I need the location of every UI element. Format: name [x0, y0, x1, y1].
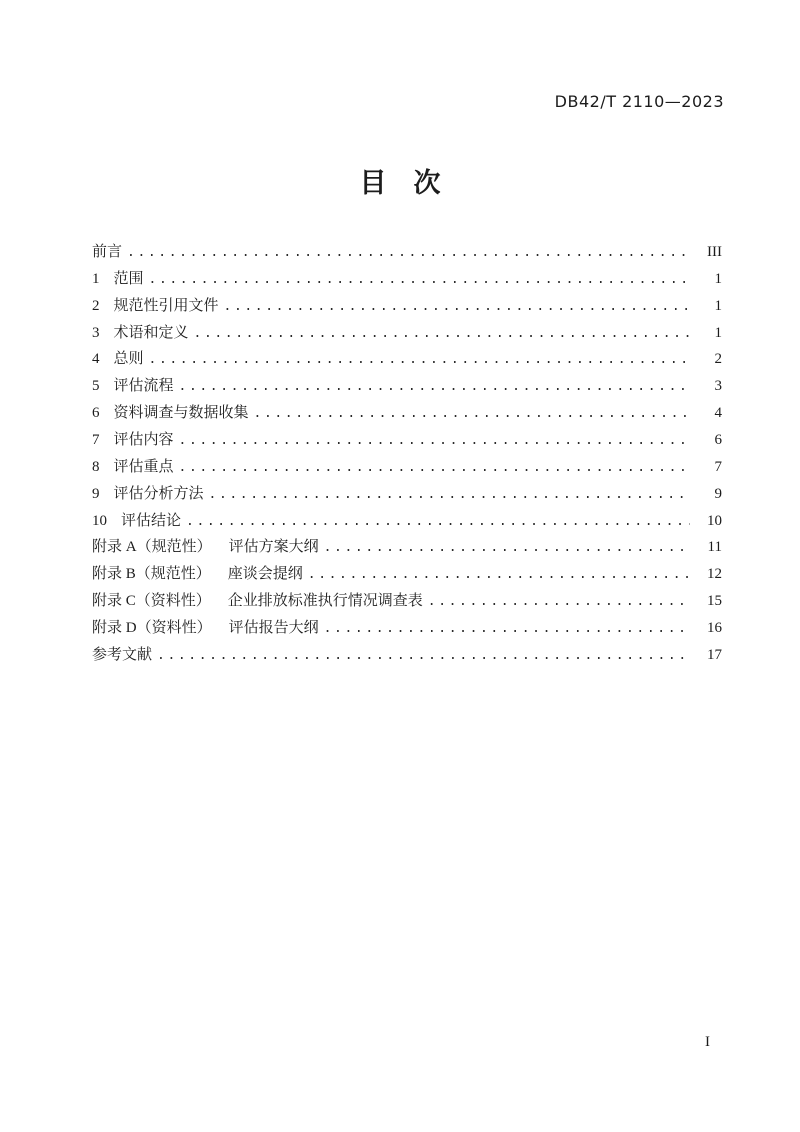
toc-entry-number: 9: [92, 485, 100, 502]
toc-entry: [92, 642, 722, 669]
toc-dot-leader: [324, 534, 690, 562]
toc-entry-number: 6: [92, 405, 100, 422]
toc-entry-number: 1: [92, 270, 100, 287]
toc-dot-leader: [428, 588, 690, 616]
toc-entry-page: 2: [714, 351, 722, 368]
toc-entry: [92, 320, 722, 347]
toc-entry-title: 评估分析方法: [113, 485, 204, 502]
toc-entry-page: 15: [707, 593, 722, 610]
toc-entry-page: 11: [707, 539, 722, 556]
toc-dot-leader: [179, 454, 690, 482]
toc-dot-leader: [157, 642, 690, 670]
page-title: 目 次: [359, 168, 441, 199]
toc-entry-title: 范围: [113, 270, 144, 287]
toc-entry: [92, 561, 722, 588]
toc-entry-number: 10: [92, 512, 107, 529]
footer-page-number: I: [705, 1034, 710, 1050]
toc-entry: [92, 266, 722, 293]
toc-entry-title: 前言: [92, 244, 123, 260]
toc-entry-number: 5: [92, 378, 100, 395]
toc-dot-leader: [149, 266, 690, 294]
toc-entry-number: 3: [92, 324, 100, 341]
toc-entry-page: 1: [714, 270, 722, 287]
toc-entry: [92, 373, 722, 400]
toc-entry-title: 评估内容: [113, 432, 174, 449]
toc-dot-leader: [324, 615, 690, 643]
toc-entry-page: 16: [707, 620, 722, 637]
toc-entry-page: 3: [714, 378, 722, 395]
toc-entry-page: 7: [714, 458, 722, 475]
toc-entry-title: 资料调查与数据收集: [113, 405, 249, 422]
toc-entry: [92, 615, 722, 642]
toc-entry: [92, 508, 722, 535]
toc-entry-page: 1: [714, 297, 722, 314]
toc-entry-page: 1: [714, 324, 722, 341]
toc-entry-title: 总则: [113, 351, 144, 368]
toc-entry-title: 评估结论: [121, 512, 182, 529]
toc-entry-title: 术语和定义: [113, 324, 189, 341]
toc-dot-leader: [186, 508, 690, 536]
toc-entry-number: 7: [92, 432, 100, 449]
table-of-contents: [92, 239, 722, 669]
toc-dot-leader: [209, 481, 690, 509]
toc-entry-title: 评估流程: [113, 378, 174, 395]
toc-dot-leader: [127, 239, 690, 267]
toc-entry-page: 17: [707, 646, 722, 663]
toc-entry-page: 4: [714, 405, 722, 422]
toc-entry: [92, 239, 722, 266]
toc-dot-leader: [308, 561, 690, 589]
toc-entry-number: 2: [92, 297, 100, 314]
toc-entry-page: 9: [714, 485, 722, 502]
toc-entry-title: 参考文献: [92, 646, 153, 663]
toc-entry: [92, 454, 722, 481]
toc-dot-leader: [254, 400, 690, 428]
toc-entry-page: 12: [707, 566, 722, 583]
toc-entry-title: 评估方案大纲: [228, 539, 319, 556]
toc-dot-leader: [179, 373, 690, 401]
toc-entry-number: 8: [92, 458, 100, 475]
toc-entry: [92, 400, 722, 427]
toc-entry-title: 座谈会提纲: [227, 566, 303, 583]
toc-dot-leader: [194, 320, 690, 348]
toc-entry-prefix: 附录 C（资料性）: [92, 593, 211, 610]
toc-entry-number: 4: [92, 351, 100, 368]
toc-entry-title: 规范性引用文件: [113, 297, 219, 314]
toc-entry: [92, 346, 722, 373]
toc-entry: [92, 534, 722, 561]
toc-dot-leader: [179, 427, 690, 455]
toc-entry-prefix: 附录 B（规范性）: [92, 566, 211, 583]
toc-entry-title: 企业排放标准执行情况调查表: [227, 593, 423, 610]
toc-entry: [92, 481, 722, 508]
toc-entry: [92, 588, 722, 615]
standard-number: DB42/T 2110—2023: [554, 92, 724, 111]
toc-entry-title: 评估报告大纲: [228, 620, 319, 637]
toc-entry: [92, 427, 722, 454]
toc-entry-title: 评估重点: [113, 458, 174, 475]
toc-entry-page: 6: [714, 432, 722, 449]
toc-entry: [92, 293, 722, 320]
toc-dot-leader: [224, 293, 690, 321]
toc-entry-prefix: 附录 A（规范性）: [92, 539, 212, 556]
toc-entry-page: III: [707, 244, 722, 260]
toc-entry-page: 10: [707, 512, 722, 529]
toc-dot-leader: [149, 346, 690, 374]
toc-entry-prefix: 附录 D（资料性）: [92, 620, 212, 637]
